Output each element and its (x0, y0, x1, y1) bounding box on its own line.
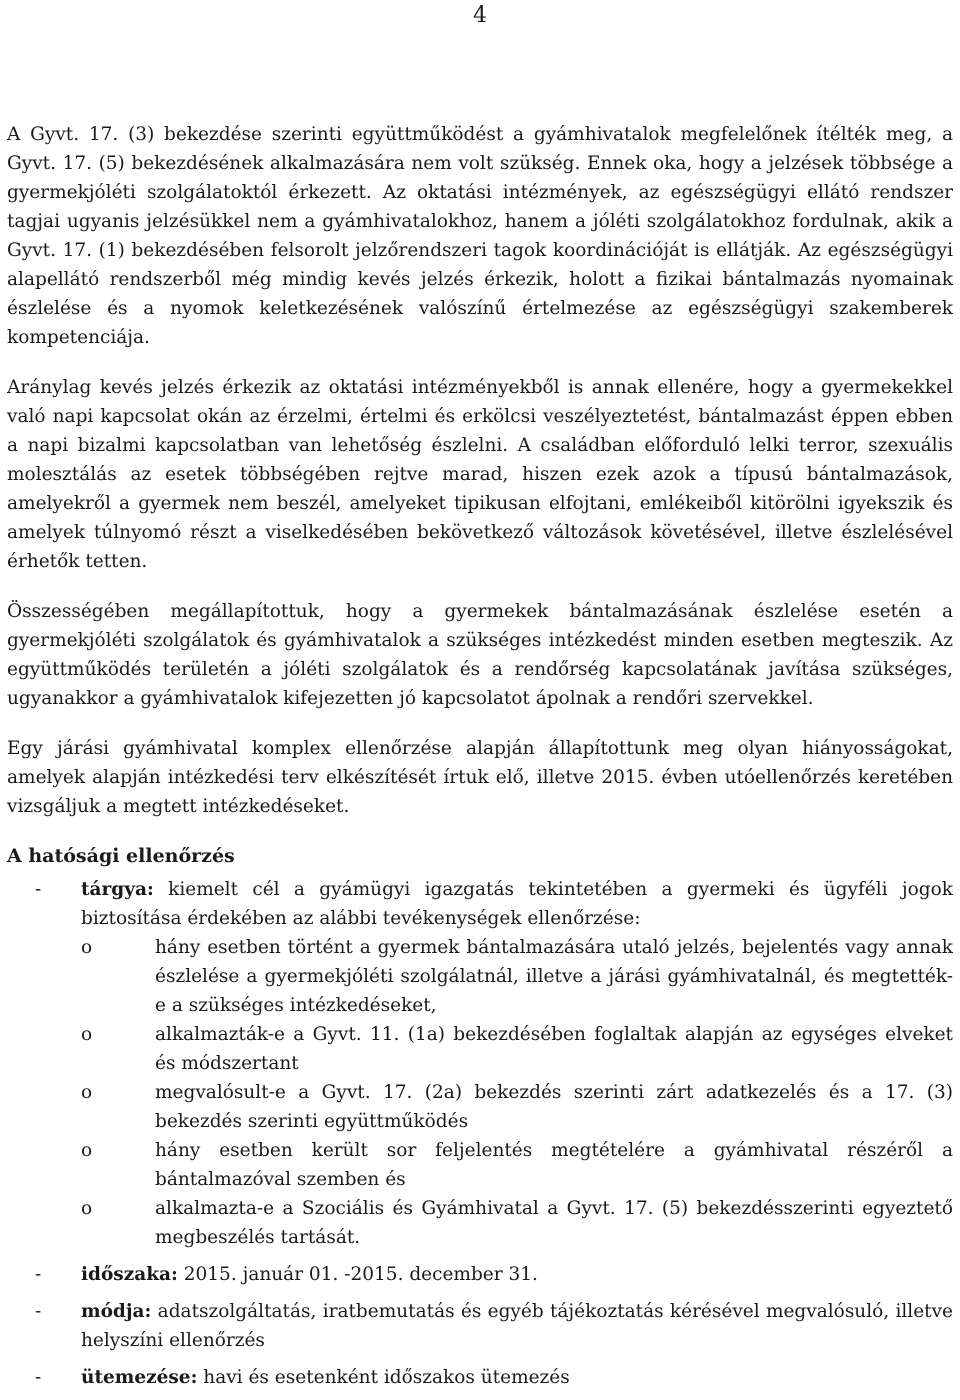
sub-list-item (81, 1194, 953, 1252)
list-item (7, 1363, 953, 1392)
sub-list-item-text: hány esetben került sor feljelentés megtételére a gyámhivatal részéről a bántalmazóval szemben és (155, 1140, 953, 1190)
section-heading: A hatósági ellenőrzés (7, 845, 235, 867)
list-item-text: 2015. január 01. -2015. december 31. (177, 1264, 538, 1285)
sub-list-item (81, 1020, 953, 1078)
circle-bullet: o (81, 1198, 93, 1219)
dash-bullet: - (35, 879, 42, 900)
sub-list-item-text: alkalmazták-e a Gyvt. 11. (1a) bekezdésében foglaltak alapján az egységes elveket és módszertant (155, 1024, 953, 1074)
dash-bullet: - (35, 1301, 42, 1322)
list-item-body (81, 1260, 953, 1289)
paragraph: Egy járási gyámhivatal komplex ellenőrzése alapján állapítottunk meg olyan hiányosságokat, amelyek alapján intézkedési terv elkészítését írtuk elő, illetve 2015. évben utóellenőrzés keretében vizsgáljuk a megtett intézkedéseket. (7, 738, 953, 817)
list-item-label: tárgya: (81, 879, 154, 900)
paragraph: Aránylag kevés jelzés érkezik az oktatási intézményekből is annak ellenére, hogy a gyermekekkel való napi kapcsolat okán az érzelmi, értelmi és erkölcsi veszélyeztetést, bántalmazást éppen ebben a napi bizalmi kapcsolatban van lehetőség észlelni. A családban előforduló lelki terror, szexuális molesztálás az esetek többségében rejtve marad, hiszen ezek azok a típusú bántalmazások, amelyekről a gyermek nem beszél, amelyeket tipikusan elfojtani, emlékeiből kitörölni igyekszik és amelyek túlnyomó részt a viselkedésében bekövetkező változások követésével, illetve észlelésével érhetők tetten. (7, 377, 953, 572)
paragraph: A Gyvt. 17. (3) bekezdése szerinti együttműködést a gyámhivatalok megfelelőnek ítélték meg, a Gyvt. 17. (5) bekezdésének alkalmazására nem volt szükség. Ennek oka, hogy a jelzések többsége a gyermekjóléti szolgálatoktól érkezett. Az oktatási intézmények, az egészségügyi ellátó rendszer tagjai ugyanis jelzésükkel nem a gyámhivatalokhoz, hanem a jóléti szolgálatokhoz fordulnak, akik a Gyvt. 17. (1) bekezdésében felsorolt jelzőrendszeri tagok koordinációját is ellátják. Az egészségügyi alapellátó rendszerből még mindig kevés jelzés érkezik, holott a fizikai bántalmazás nyomainak észlelése és a nyomok keletkezésének valószínű értelmezése az egészségügyi szakemberek kompetenciája. (7, 124, 953, 348)
list-item (7, 875, 953, 1252)
dash-bullet: - (35, 1367, 42, 1388)
circle-bullet: o (81, 1024, 93, 1045)
sub-list-item-text: hány esetben történt a gyermek bántalmazására utaló jelzés, bejelentés vagy annak észlelése a gyermekjóléti szolgálatnál, illetve a járási gyámhivatalnál, és megtették-e a szükséges intézkedéseket, (155, 937, 953, 1016)
page-number: 4 (473, 3, 487, 28)
list-item-body (81, 1297, 953, 1355)
dash-bullet: - (35, 1264, 42, 1285)
circle-bullet: o (81, 1082, 93, 1103)
circle-bullet: o (81, 1140, 93, 1161)
list-item (7, 1297, 953, 1355)
sub-list-item (81, 1136, 953, 1194)
sub-list-item-text: alkalmazta-e a Szociális és Gyámhivatal a Gyvt. 17. (5) bekezdésszerinti egyeztető megbeszélés tartását. (155, 1198, 953, 1248)
sub-list-item (81, 933, 953, 1020)
list-item-body (81, 875, 953, 1252)
sub-list-item-text: megvalósult-e a Gyvt. 17. (2a) bekezdés szerinti zárt adatkezelés és a 17. (3) bekezdés szerinti együttműködés (155, 1082, 953, 1132)
list-item-label: ütemezése: (81, 1367, 198, 1388)
list-item-body (81, 1363, 953, 1392)
page-body (7, 120, 953, 1400)
circle-bullet: o (81, 937, 93, 958)
list-item (7, 1260, 953, 1289)
list-item-label: időszaka: (81, 1264, 178, 1285)
paragraph: Összességében megállapítottuk, hogy a gyermekek bántalmazásának észlelése esetén a gyermekjóléti szolgálatok és gyámhivatalok a szükséges intézkedést minden esetben megteszik. Az együttműködés területén a jóléti szolgálatok és a rendőrség kapcsolatának javítása szükséges, ugyanakkor a gyámhivatalok kifejezetten jó kapcsolatot ápolnak a rendőri szervekkel. (7, 601, 953, 709)
list-item-text: adatszolgáltatás, iratbemutatás és egyéb tájékoztatás kérésével megvalósuló, illetve helyszíni ellenőrzés (81, 1301, 953, 1351)
list-item-text: kiemelt cél a gyámügyi igazgatás tekintetében a gyermeki és ügyféli jogok biztosítása érdekében az alábbi tevékenységek ellenőrzése: (81, 879, 953, 929)
list-item-text: havi és esetenként időszakos ütemezés (197, 1367, 570, 1388)
sub-list-item (81, 1078, 953, 1136)
list-item-label: módja: (81, 1301, 152, 1322)
